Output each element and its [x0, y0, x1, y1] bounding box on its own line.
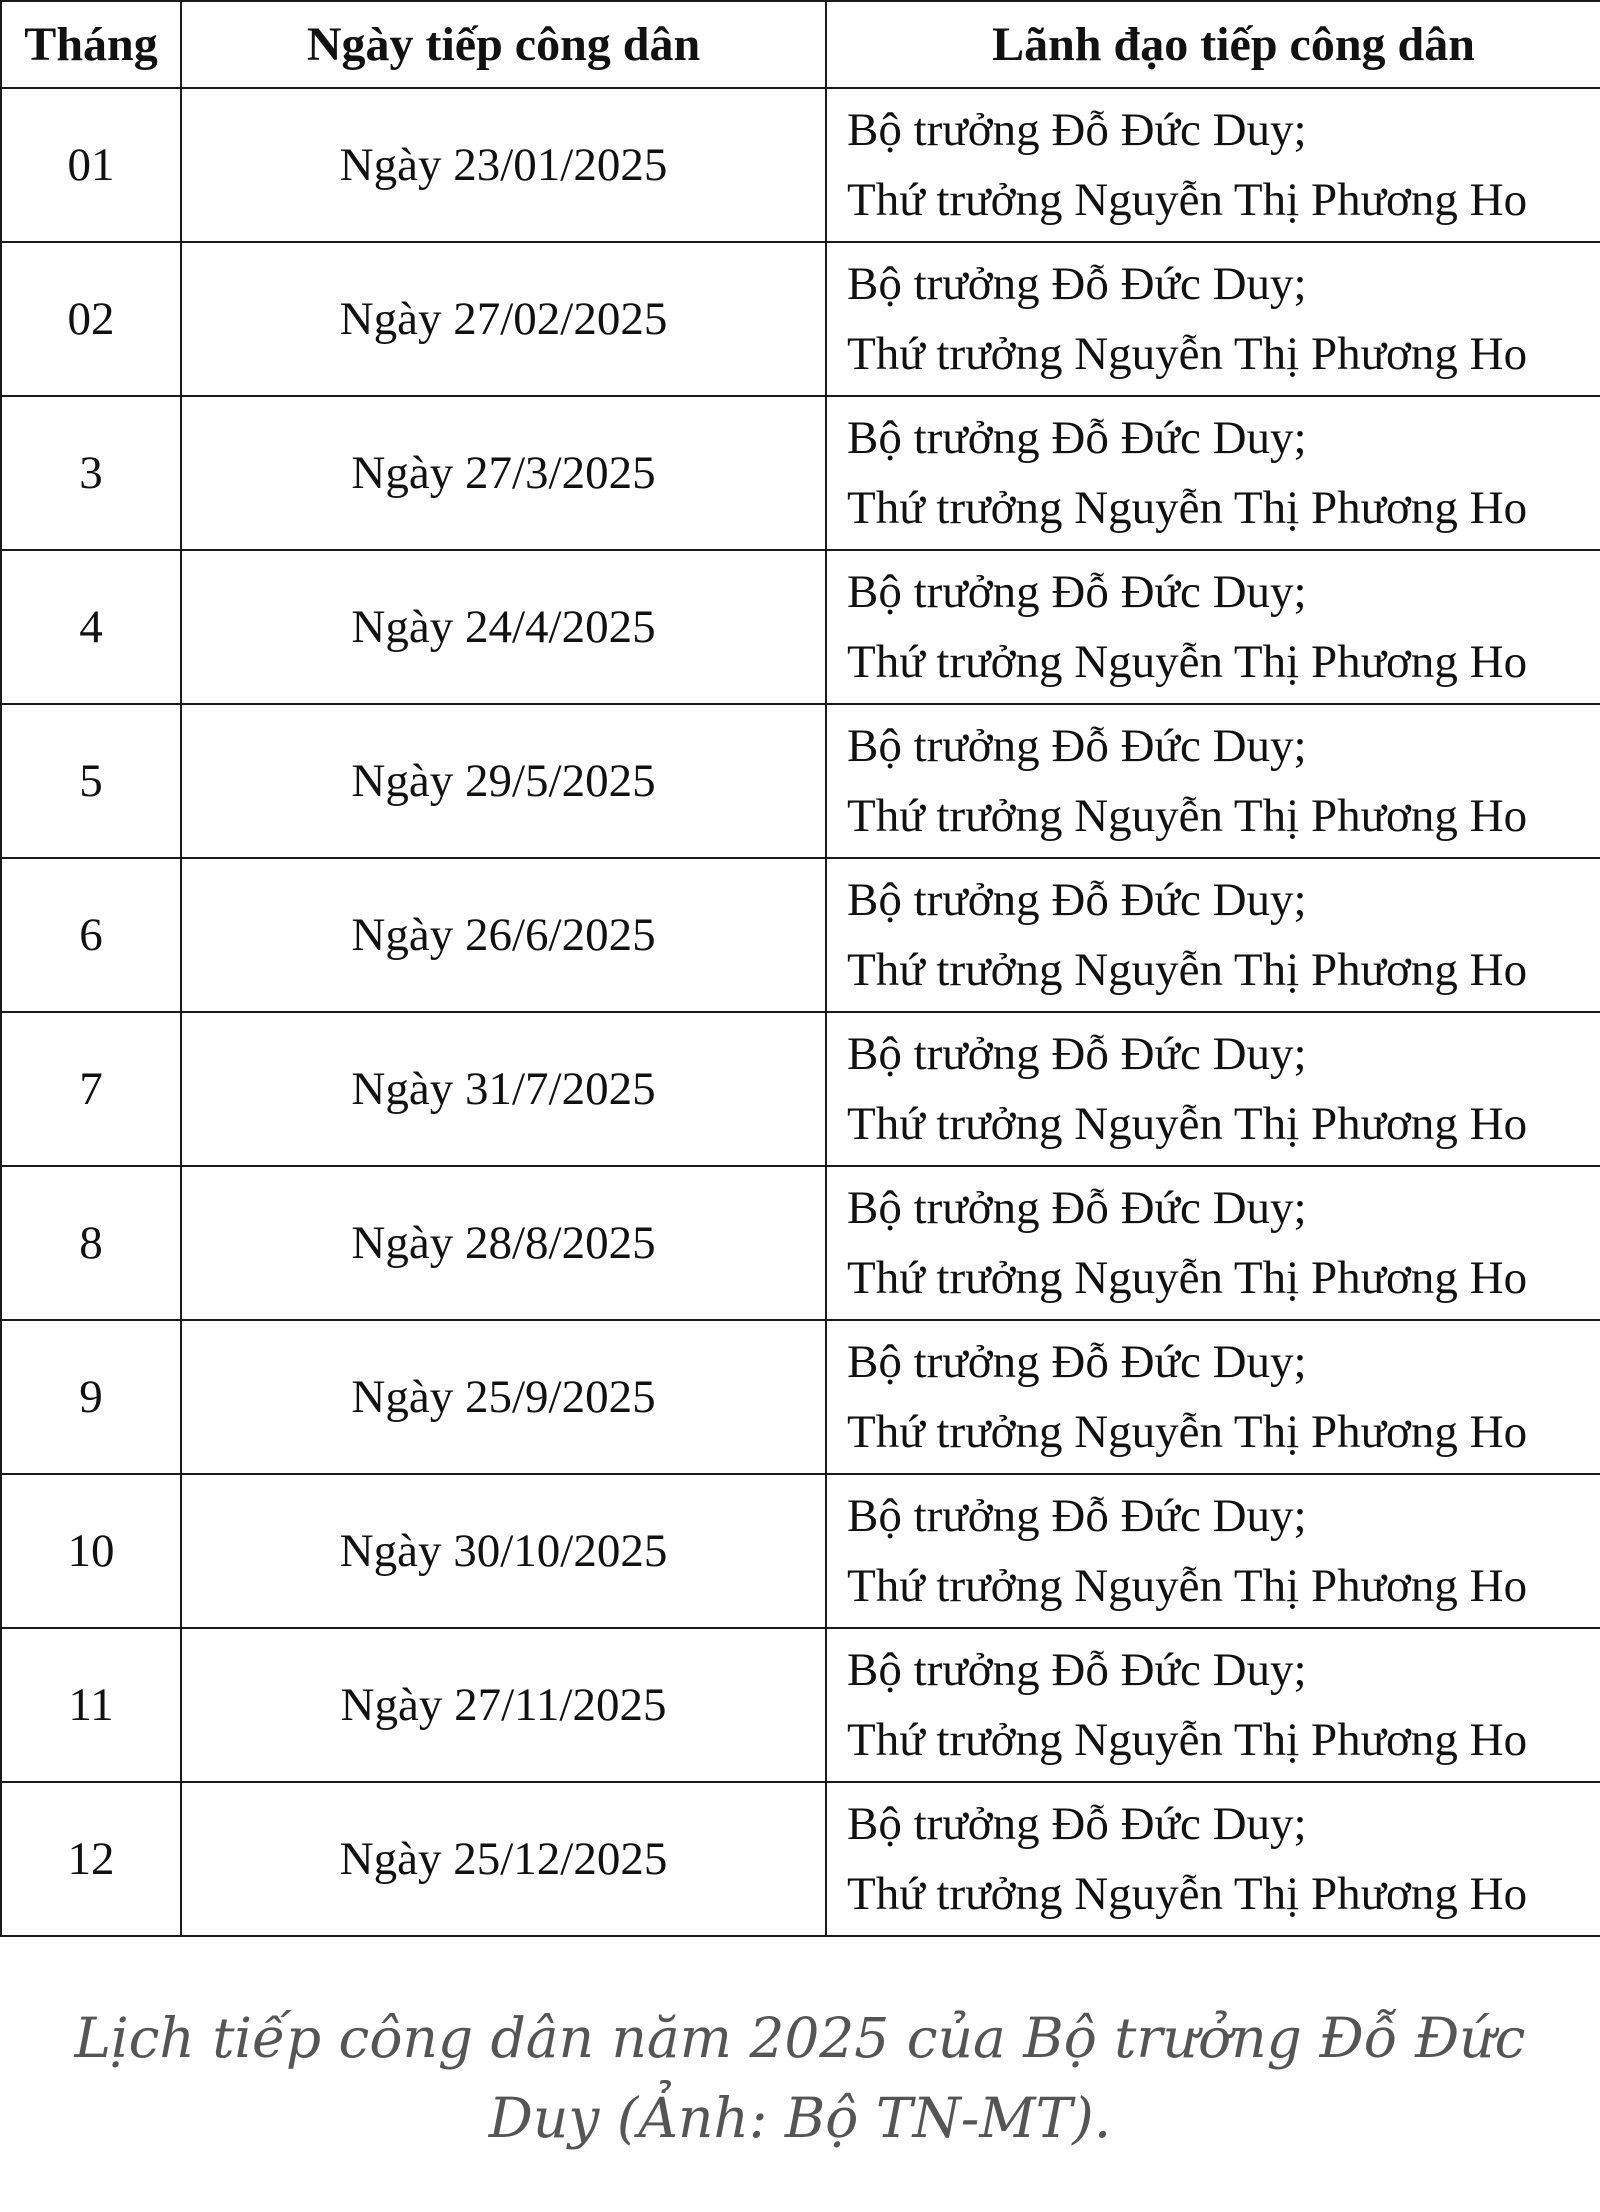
table-row: [1, 1474, 1600, 1628]
date-cell: Ngày 27/02/2025: [181, 242, 826, 396]
leaders-cell: [826, 550, 1600, 704]
date-cell: Ngày 26/6/2025: [181, 858, 826, 1012]
leader-minister: Bộ trưởng Đỗ Đức Duy;: [847, 874, 1307, 926]
table-row: [1, 242, 1600, 396]
leaders-cell: [826, 1320, 1600, 1474]
leader-minister: Bộ trưởng Đỗ Đức Duy;: [847, 104, 1307, 156]
month-cell: 10: [1, 1474, 181, 1628]
leaders-cell: [826, 1166, 1600, 1320]
date-cell: Ngày 27/3/2025: [181, 396, 826, 550]
date-cell: Ngày 28/8/2025: [181, 1166, 826, 1320]
header-month: Tháng: [1, 1, 181, 88]
table-row: [1, 1782, 1600, 1936]
leader-deputy-minister: Thứ trưởng Nguyễn Thị Phương Ho: [847, 636, 1528, 688]
leader-deputy-minister: Thứ trưởng Nguyễn Thị Phương Ho: [847, 1252, 1528, 1304]
date-cell: Ngày 23/01/2025: [181, 88, 826, 242]
leader-deputy-minister: Thứ trưởng Nguyễn Thị Phương Ho: [847, 1098, 1528, 1150]
leader-minister: Bộ trưởng Đỗ Đức Duy;: [847, 1490, 1307, 1542]
month-cell: 3: [1, 396, 181, 550]
table-row: [1, 704, 1600, 858]
month-cell: 02: [1, 242, 181, 396]
month-cell: 4: [1, 550, 181, 704]
month-cell: 7: [1, 1012, 181, 1166]
date-cell: Ngày 31/7/2025: [181, 1012, 826, 1166]
leaders-cell: [826, 1628, 1600, 1782]
month-cell: 12: [1, 1782, 181, 1936]
leader-minister: Bộ trưởng Đỗ Đức Duy;: [847, 1644, 1307, 1696]
leader-minister: Bộ trưởng Đỗ Đức Duy;: [847, 1028, 1307, 1080]
leaders-cell: [826, 396, 1600, 550]
table-row: [1, 396, 1600, 550]
leader-deputy-minister: Thứ trưởng Nguyễn Thị Phương Ho: [847, 790, 1528, 842]
date-cell: Ngày 27/11/2025: [181, 1628, 826, 1782]
leader-minister: Bộ trưởng Đỗ Đức Duy;: [847, 1336, 1307, 1388]
image-caption: Lịch tiếp công dân năm 2025 của Bộ trưởng Đỗ Đức Duy (Ảnh: Bộ TN-MT).: [74, 2006, 1526, 2150]
leaders-cell: [826, 858, 1600, 1012]
leaders-cell: [826, 1012, 1600, 1166]
leader-deputy-minister: Thứ trưởng Nguyễn Thị Phương Ho: [847, 174, 1528, 226]
leaders-cell: [826, 88, 1600, 242]
leader-minister: Bộ trưởng Đỗ Đức Duy;: [847, 258, 1307, 310]
table-row: [1, 550, 1600, 704]
leader-minister: Bộ trưởng Đỗ Đức Duy;: [847, 1182, 1307, 1234]
month-cell: 5: [1, 704, 181, 858]
date-cell: Ngày 29/5/2025: [181, 704, 826, 858]
date-cell: Ngày 24/4/2025: [181, 550, 826, 704]
leader-minister: Bộ trưởng Đỗ Đức Duy;: [847, 566, 1307, 618]
leader-minister: Bộ trưởng Đỗ Đức Duy;: [847, 720, 1307, 772]
leader-minister: Bộ trưởng Đỗ Đức Duy;: [847, 412, 1307, 464]
table-row: [1, 1628, 1600, 1782]
leader-deputy-minister: Thứ trưởng Nguyễn Thị Phương Ho: [847, 944, 1528, 996]
leader-minister: Bộ trưởng Đỗ Đức Duy;: [847, 1798, 1307, 1850]
leader-deputy-minister: Thứ trưởng Nguyễn Thị Phương Ho: [847, 1406, 1528, 1458]
leader-deputy-minister: Thứ trưởng Nguyễn Thị Phương Ho: [847, 1714, 1528, 1766]
leaders-cell: [826, 242, 1600, 396]
date-cell: Ngày 25/12/2025: [181, 1782, 826, 1936]
leader-deputy-minister: Thứ trưởng Nguyễn Thị Phương Ho: [847, 328, 1528, 380]
leaders-cell: [826, 704, 1600, 858]
header-reception-date: Ngày tiếp công dân: [181, 1, 826, 88]
leader-deputy-minister: Thứ trưởng Nguyễn Thị Phương Ho: [847, 1868, 1528, 1920]
month-cell: 01: [1, 88, 181, 242]
leader-deputy-minister: Thứ trưởng Nguyễn Thị Phương Ho: [847, 1560, 1528, 1612]
leader-deputy-minister: Thứ trưởng Nguyễn Thị Phương Ho: [847, 482, 1528, 534]
table-row: [1, 88, 1600, 242]
month-cell: 8: [1, 1166, 181, 1320]
month-cell: 11: [1, 1628, 181, 1782]
month-cell: 9: [1, 1320, 181, 1474]
table-row: [1, 1320, 1600, 1474]
date-cell: Ngày 30/10/2025: [181, 1474, 826, 1628]
table-header-row: [1, 1, 1600, 88]
table-row: [1, 1166, 1600, 1320]
month-cell: 6: [1, 858, 181, 1012]
table-row: [1, 858, 1600, 1012]
leaders-cell: [826, 1474, 1600, 1628]
table-row: [1, 1012, 1600, 1166]
leaders-cell: [826, 1782, 1600, 1936]
header-leaders: Lãnh đạo tiếp công dân: [826, 1, 1600, 88]
date-cell: Ngày 25/9/2025: [181, 1320, 826, 1474]
